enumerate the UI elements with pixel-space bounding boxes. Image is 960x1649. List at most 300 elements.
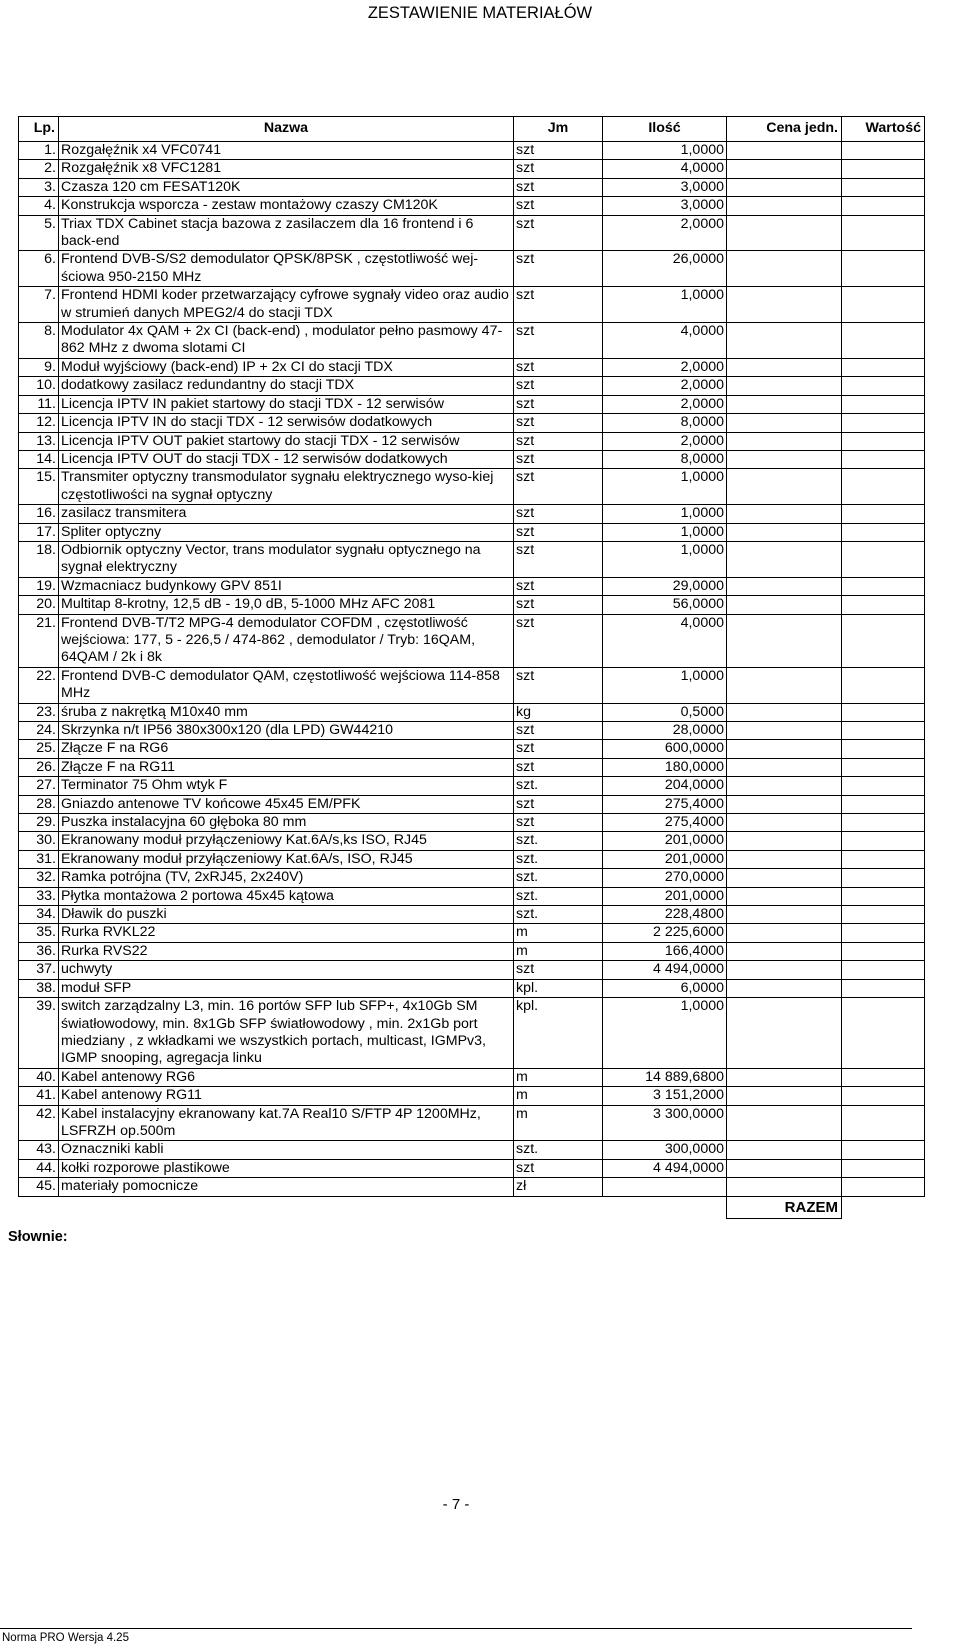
row-unit-price (727, 942, 842, 960)
row-quantity: 201,0000 (603, 887, 727, 905)
total-row-spacer (59, 1196, 514, 1218)
row-unit-price (727, 777, 842, 795)
row-lp: 35. (19, 924, 59, 942)
row-unit: szt (514, 414, 603, 432)
row-name: Rozgałęźnik x4 VFC0741 (59, 142, 514, 160)
row-unit-price (727, 758, 842, 776)
row-name: Ekranowany moduł przyłączeniowy Kat.6A/s,ks ISO, RJ45 (59, 832, 514, 850)
row-value (842, 596, 925, 614)
table-row (19, 287, 925, 323)
table-row (19, 197, 925, 215)
row-name: Płytka montażowa 2 portowa 45x45 kątowa (59, 887, 514, 905)
row-unit-price (727, 906, 842, 924)
row-lp: 14. (19, 450, 59, 468)
row-value (842, 215, 925, 251)
row-quantity: 6,0000 (603, 979, 727, 997)
table-row (19, 979, 925, 997)
row-unit-price (727, 1178, 842, 1196)
row-unit: szt. (514, 887, 603, 905)
row-name: Oznaczniki kabli (59, 1141, 514, 1159)
row-value (842, 523, 925, 541)
row-name: materiały pomocnicze (59, 1178, 514, 1196)
table-row (19, 887, 925, 905)
row-unit-price (727, 541, 842, 577)
row-unit-price (727, 1068, 842, 1086)
row-unit: m (514, 1105, 603, 1141)
row-unit-price (727, 142, 842, 160)
row-name: Terminator 75 Ohm wtyk F (59, 777, 514, 795)
table-row (19, 795, 925, 813)
row-unit-price (727, 178, 842, 196)
row-unit-price (727, 596, 842, 614)
row-name: Frontend DVB-C demodulator QAM, częstotliwość wejściowa 114-858 MHz (59, 667, 514, 703)
row-lp: 11. (19, 395, 59, 413)
row-value (842, 577, 925, 595)
row-unit: szt. (514, 906, 603, 924)
row-quantity: 166,4000 (603, 942, 727, 960)
row-lp: 40. (19, 1068, 59, 1086)
table-row (19, 251, 925, 287)
row-unit-price (727, 703, 842, 721)
row-name: Frontend DVB-T/T2 MPG-4 demodulator COFDM , częstotliwość wejściowa: 177, 5 - 226,5 / 474-862 , demodulator / Tryb: 16QAM, 64QAM / 2k i 8k (59, 614, 514, 667)
total-row (19, 1196, 925, 1218)
row-unit: zł (514, 1178, 603, 1196)
row-unit: szt (514, 722, 603, 740)
row-unit-price (727, 251, 842, 287)
total-label: RAZEM (727, 1196, 842, 1218)
row-lp: 31. (19, 850, 59, 868)
row-unit: szt (514, 215, 603, 251)
row-name: Rurka RVKL22 (59, 924, 514, 942)
row-unit-price (727, 377, 842, 395)
row-name: Multitap 8-krotny, 12,5 dB - 19,0 dB, 5-1000 MHz AFC 2081 (59, 596, 514, 614)
row-unit-price (727, 1141, 842, 1159)
row-quantity: 29,0000 (603, 577, 727, 595)
table-row (19, 450, 925, 468)
row-lp: 9. (19, 358, 59, 376)
table-row (19, 942, 925, 960)
row-value (842, 197, 925, 215)
row-unit-price (727, 469, 842, 505)
row-unit: szt (514, 323, 603, 359)
row-lp: 6. (19, 251, 59, 287)
row-lp: 28. (19, 795, 59, 813)
row-name: Spliter optyczny (59, 523, 514, 541)
row-unit-price (727, 869, 842, 887)
row-unit: szt (514, 358, 603, 376)
row-unit: szt (514, 469, 603, 505)
row-name: Rozgałęźnik x8 VFC1281 (59, 160, 514, 178)
row-quantity: 228,4800 (603, 906, 727, 924)
row-name: Rurka RVS22 (59, 942, 514, 960)
row-name: zasilacz transmitera (59, 505, 514, 523)
row-lp: 34. (19, 906, 59, 924)
row-lp: 41. (19, 1087, 59, 1105)
total-value (842, 1196, 925, 1218)
row-value (842, 740, 925, 758)
row-lp: 32. (19, 869, 59, 887)
row-value (842, 1178, 925, 1196)
row-name: Skrzynka n/t IP56 380x300x120 (dla LPD) GW44210 (59, 722, 514, 740)
row-quantity: 2,0000 (603, 358, 727, 376)
row-quantity: 1,0000 (603, 998, 727, 1069)
row-name: uchwyty (59, 961, 514, 979)
row-unit-price (727, 505, 842, 523)
col-header-unit-price: Cena jedn. (727, 117, 842, 142)
row-lp: 15. (19, 469, 59, 505)
row-value (842, 906, 925, 924)
row-quantity: 8,0000 (603, 450, 727, 468)
row-unit: szt (514, 614, 603, 667)
table-row (19, 469, 925, 505)
table-row (19, 961, 925, 979)
row-lp: 42. (19, 1105, 59, 1141)
row-lp: 20. (19, 596, 59, 614)
table-row (19, 541, 925, 577)
row-unit: szt (514, 541, 603, 577)
row-lp: 17. (19, 523, 59, 541)
row-unit: szt (514, 740, 603, 758)
row-value (842, 287, 925, 323)
total-row-spacer (514, 1196, 603, 1218)
materials-table (18, 116, 925, 1219)
row-unit: kpl. (514, 998, 603, 1069)
row-quantity: 4,0000 (603, 323, 727, 359)
row-value (842, 432, 925, 450)
row-unit-price (727, 740, 842, 758)
table-row (19, 814, 925, 832)
table-row (19, 577, 925, 595)
row-unit: szt (514, 287, 603, 323)
table-row (19, 998, 925, 1069)
row-unit-price (727, 979, 842, 997)
table-row (19, 215, 925, 251)
row-lp: 44. (19, 1159, 59, 1177)
row-quantity: 275,4000 (603, 814, 727, 832)
row-value (842, 1087, 925, 1105)
row-lp: 12. (19, 414, 59, 432)
row-lp: 27. (19, 777, 59, 795)
table-row (19, 740, 925, 758)
row-lp: 13. (19, 432, 59, 450)
col-header-value: Wartość (842, 117, 925, 142)
row-name: Frontend HDMI koder przetwarzający cyfrowe sygnały video oraz audio w strumień danych MPEG2/4 do stacji TDX (59, 287, 514, 323)
table-row (19, 906, 925, 924)
table-row (19, 395, 925, 413)
row-lp: 19. (19, 577, 59, 595)
row-value (842, 323, 925, 359)
slownie-label: Słownie: (8, 1229, 68, 1245)
row-unit: szt (514, 432, 603, 450)
row-name: Kabel antenowy RG11 (59, 1087, 514, 1105)
row-value (842, 722, 925, 740)
row-quantity: 180,0000 (603, 758, 727, 776)
row-name: Licencja IPTV IN do stacji TDX - 12 serwisów dodatkowych (59, 414, 514, 432)
row-value (842, 869, 925, 887)
col-header-name: Nazwa (59, 117, 514, 142)
total-row-spacer (603, 1196, 727, 1218)
row-lp: 23. (19, 703, 59, 721)
row-quantity: 3 151,2000 (603, 1087, 727, 1105)
row-value (842, 178, 925, 196)
row-unit: szt (514, 523, 603, 541)
row-name: dodatkowy zasilacz redundantny do stacji TDX (59, 377, 514, 395)
row-name: Moduł wyjściowy (back-end) IP + 2x CI do stacji TDX (59, 358, 514, 376)
row-lp: 38. (19, 979, 59, 997)
table-row (19, 596, 925, 614)
row-value (842, 251, 925, 287)
row-name: Puszka instalacyjna 60 głęboka 80 mm (59, 814, 514, 832)
row-value (842, 414, 925, 432)
total-row-spacer (19, 1196, 59, 1218)
row-unit: szt (514, 377, 603, 395)
row-lp: 43. (19, 1141, 59, 1159)
table-row (19, 160, 925, 178)
row-lp: 29. (19, 814, 59, 832)
row-value (842, 998, 925, 1069)
row-value (842, 614, 925, 667)
row-lp: 36. (19, 942, 59, 960)
table-row (19, 1159, 925, 1177)
row-lp: 33. (19, 887, 59, 905)
row-quantity: 300,0000 (603, 1141, 727, 1159)
row-lp: 10. (19, 377, 59, 395)
row-unit: szt (514, 160, 603, 178)
row-name: śruba z nakrętką M10x40 mm (59, 703, 514, 721)
row-unit-price (727, 814, 842, 832)
col-header-unit: Jm (514, 117, 603, 142)
row-quantity: 4,0000 (603, 614, 727, 667)
row-value (842, 979, 925, 997)
row-unit: szt (514, 142, 603, 160)
row-lp: 24. (19, 722, 59, 740)
row-quantity: 201,0000 (603, 832, 727, 850)
row-name: Licencja IPTV OUT do stacji TDX - 12 serwisów dodatkowych (59, 450, 514, 468)
row-unit-price (727, 961, 842, 979)
col-header-lp: Lp. (19, 117, 59, 142)
row-quantity: 14 889,6800 (603, 1068, 727, 1086)
row-value (842, 395, 925, 413)
row-value (842, 505, 925, 523)
row-name: Wzmacniacz budynkowy GPV 851I (59, 577, 514, 595)
row-value (842, 924, 925, 942)
row-unit: szt (514, 961, 603, 979)
row-value (842, 832, 925, 850)
row-value (842, 942, 925, 960)
row-name: moduł SFP (59, 979, 514, 997)
row-value (842, 142, 925, 160)
row-quantity: 2,0000 (603, 395, 727, 413)
document-title: ZESTAWIENIE MATERIAŁÓW (367, 4, 593, 22)
row-unit: szt (514, 667, 603, 703)
row-quantity: 1,0000 (603, 505, 727, 523)
row-quantity: 4,0000 (603, 160, 727, 178)
row-unit: szt. (514, 832, 603, 850)
row-unit-price (727, 1087, 842, 1105)
row-value (842, 1159, 925, 1177)
row-unit-price (727, 432, 842, 450)
table-header-row (19, 117, 925, 142)
row-lp: 7. (19, 287, 59, 323)
table-row (19, 667, 925, 703)
row-quantity: 28,0000 (603, 722, 727, 740)
row-quantity: 1,0000 (603, 469, 727, 505)
row-value (842, 377, 925, 395)
row-name: Licencja IPTV IN pakiet startowy do stacji TDX - 12 serwisów (59, 395, 514, 413)
row-unit-price (727, 323, 842, 359)
row-name: Transmiter optyczny transmodulator sygnału elektrycznego wyso-kiej częstotliwości na sygnał optyczny (59, 469, 514, 505)
row-unit: szt (514, 395, 603, 413)
row-unit: szt. (514, 1141, 603, 1159)
table-row (19, 178, 925, 196)
row-quantity (603, 1178, 727, 1196)
table-row (19, 358, 925, 376)
row-name: switch zarządzalny L3, min. 16 portów SFP lub SFP+, 4x10Gb SM światłowodowy, min. 8x1Gb SFP światłowodowy , min. 2x1Gb port miedziany , z wkładkami we wszystkich portach, multicast, IGMPv3, IGMP snooping, agregacja linku (59, 998, 514, 1069)
row-unit: szt (514, 450, 603, 468)
table-row (19, 523, 925, 541)
row-lp: 2. (19, 160, 59, 178)
row-unit: szt (514, 795, 603, 813)
row-unit-price (727, 850, 842, 868)
row-quantity: 1,0000 (603, 541, 727, 577)
row-unit: szt (514, 758, 603, 776)
row-value (842, 160, 925, 178)
row-unit-price (727, 395, 842, 413)
row-name: Ekranowany moduł przyłączeniowy Kat.6A/s, ISO, RJ45 (59, 850, 514, 868)
row-unit-price (727, 160, 842, 178)
row-unit: m (514, 1068, 603, 1086)
row-quantity: 204,0000 (603, 777, 727, 795)
row-value (842, 850, 925, 868)
row-unit-price (727, 998, 842, 1069)
page-number: - 7 - (442, 1496, 470, 1513)
table-row (19, 1068, 925, 1086)
row-unit: szt (514, 178, 603, 196)
row-quantity: 201,0000 (603, 850, 727, 868)
row-quantity: 56,0000 (603, 596, 727, 614)
row-quantity: 275,4000 (603, 795, 727, 813)
table-row (19, 432, 925, 450)
row-quantity: 2 225,6000 (603, 924, 727, 942)
row-value (842, 795, 925, 813)
row-lp: 4. (19, 197, 59, 215)
row-name: Modulator 4x QAM + 2x CI (back-end) , modulator pełno pasmowy 47-862 MHz z dwoma slotami CI (59, 323, 514, 359)
table-row (19, 1087, 925, 1105)
row-quantity: 0,5000 (603, 703, 727, 721)
row-unit: szt (514, 577, 603, 595)
row-unit: szt (514, 197, 603, 215)
row-name: Kabel instalacyjny ekranowany kat.7A Real10 S/FTP 4P 1200MHz, LSFRZH op.500m (59, 1105, 514, 1141)
row-value (842, 814, 925, 832)
row-lp: 45. (19, 1178, 59, 1196)
row-lp: 16. (19, 505, 59, 523)
row-unit: kg (514, 703, 603, 721)
row-unit: szt. (514, 850, 603, 868)
row-quantity: 3 300,0000 (603, 1105, 727, 1141)
row-name: Kabel antenowy RG6 (59, 1068, 514, 1086)
row-value (842, 450, 925, 468)
row-name: kołki rozporowe plastikowe (59, 1159, 514, 1177)
table-row (19, 869, 925, 887)
row-quantity: 8,0000 (603, 414, 727, 432)
row-name: Dławik do puszki (59, 906, 514, 924)
table-row (19, 850, 925, 868)
table-row (19, 703, 925, 721)
row-lp: 30. (19, 832, 59, 850)
row-quantity: 3,0000 (603, 178, 727, 196)
row-unit: szt (514, 251, 603, 287)
row-quantity: 270,0000 (603, 869, 727, 887)
row-unit: m (514, 924, 603, 942)
row-value (842, 758, 925, 776)
row-unit-price (727, 924, 842, 942)
row-unit-price (727, 795, 842, 813)
row-unit: szt (514, 1159, 603, 1177)
row-lp: 22. (19, 667, 59, 703)
row-unit-price (727, 523, 842, 541)
row-lp: 5. (19, 215, 59, 251)
row-lp: 37. (19, 961, 59, 979)
row-unit-price (727, 667, 842, 703)
row-quantity: 4 494,0000 (603, 961, 727, 979)
row-name: Złącze F na RG6 (59, 740, 514, 758)
row-lp: 8. (19, 323, 59, 359)
row-unit: m (514, 942, 603, 960)
row-value (842, 703, 925, 721)
row-value (842, 777, 925, 795)
row-lp: 39. (19, 998, 59, 1069)
row-unit-price (727, 414, 842, 432)
table-row (19, 924, 925, 942)
row-quantity: 4 494,0000 (603, 1159, 727, 1177)
row-unit-price (727, 832, 842, 850)
table-row (19, 323, 925, 359)
row-quantity: 2,0000 (603, 432, 727, 450)
table-row (19, 832, 925, 850)
row-unit: szt (514, 505, 603, 523)
row-unit-price (727, 450, 842, 468)
row-unit: szt (514, 814, 603, 832)
row-quantity: 2,0000 (603, 215, 727, 251)
row-lp: 26. (19, 758, 59, 776)
row-lp: 25. (19, 740, 59, 758)
footer-divider (0, 1628, 912, 1629)
row-unit-price (727, 577, 842, 595)
row-name: Frontend DVB-S/S2 demodulator QPSK/8PSK , częstotliwość wej-ściowa 950-2150 MHz (59, 251, 514, 287)
row-unit: szt. (514, 777, 603, 795)
row-quantity: 1,0000 (603, 287, 727, 323)
row-unit: kpl. (514, 979, 603, 997)
row-value (842, 1141, 925, 1159)
row-unit-price (727, 287, 842, 323)
row-name: Licencja IPTV OUT pakiet startowy do stacji TDX - 12 serwisów (59, 432, 514, 450)
row-value (842, 961, 925, 979)
table-row (19, 1178, 925, 1196)
row-value (842, 887, 925, 905)
row-unit-price (727, 887, 842, 905)
row-unit-price (727, 197, 842, 215)
row-lp: 21. (19, 614, 59, 667)
row-value (842, 541, 925, 577)
row-name: Triax TDX Cabinet stacja bazowa z zasilaczem dla 16 frontend i 6 back-end (59, 215, 514, 251)
table-body (19, 142, 925, 1219)
table-row (19, 614, 925, 667)
table-row (19, 377, 925, 395)
row-quantity: 3,0000 (603, 197, 727, 215)
row-quantity: 1,0000 (603, 667, 727, 703)
table-row (19, 505, 925, 523)
row-value (842, 358, 925, 376)
